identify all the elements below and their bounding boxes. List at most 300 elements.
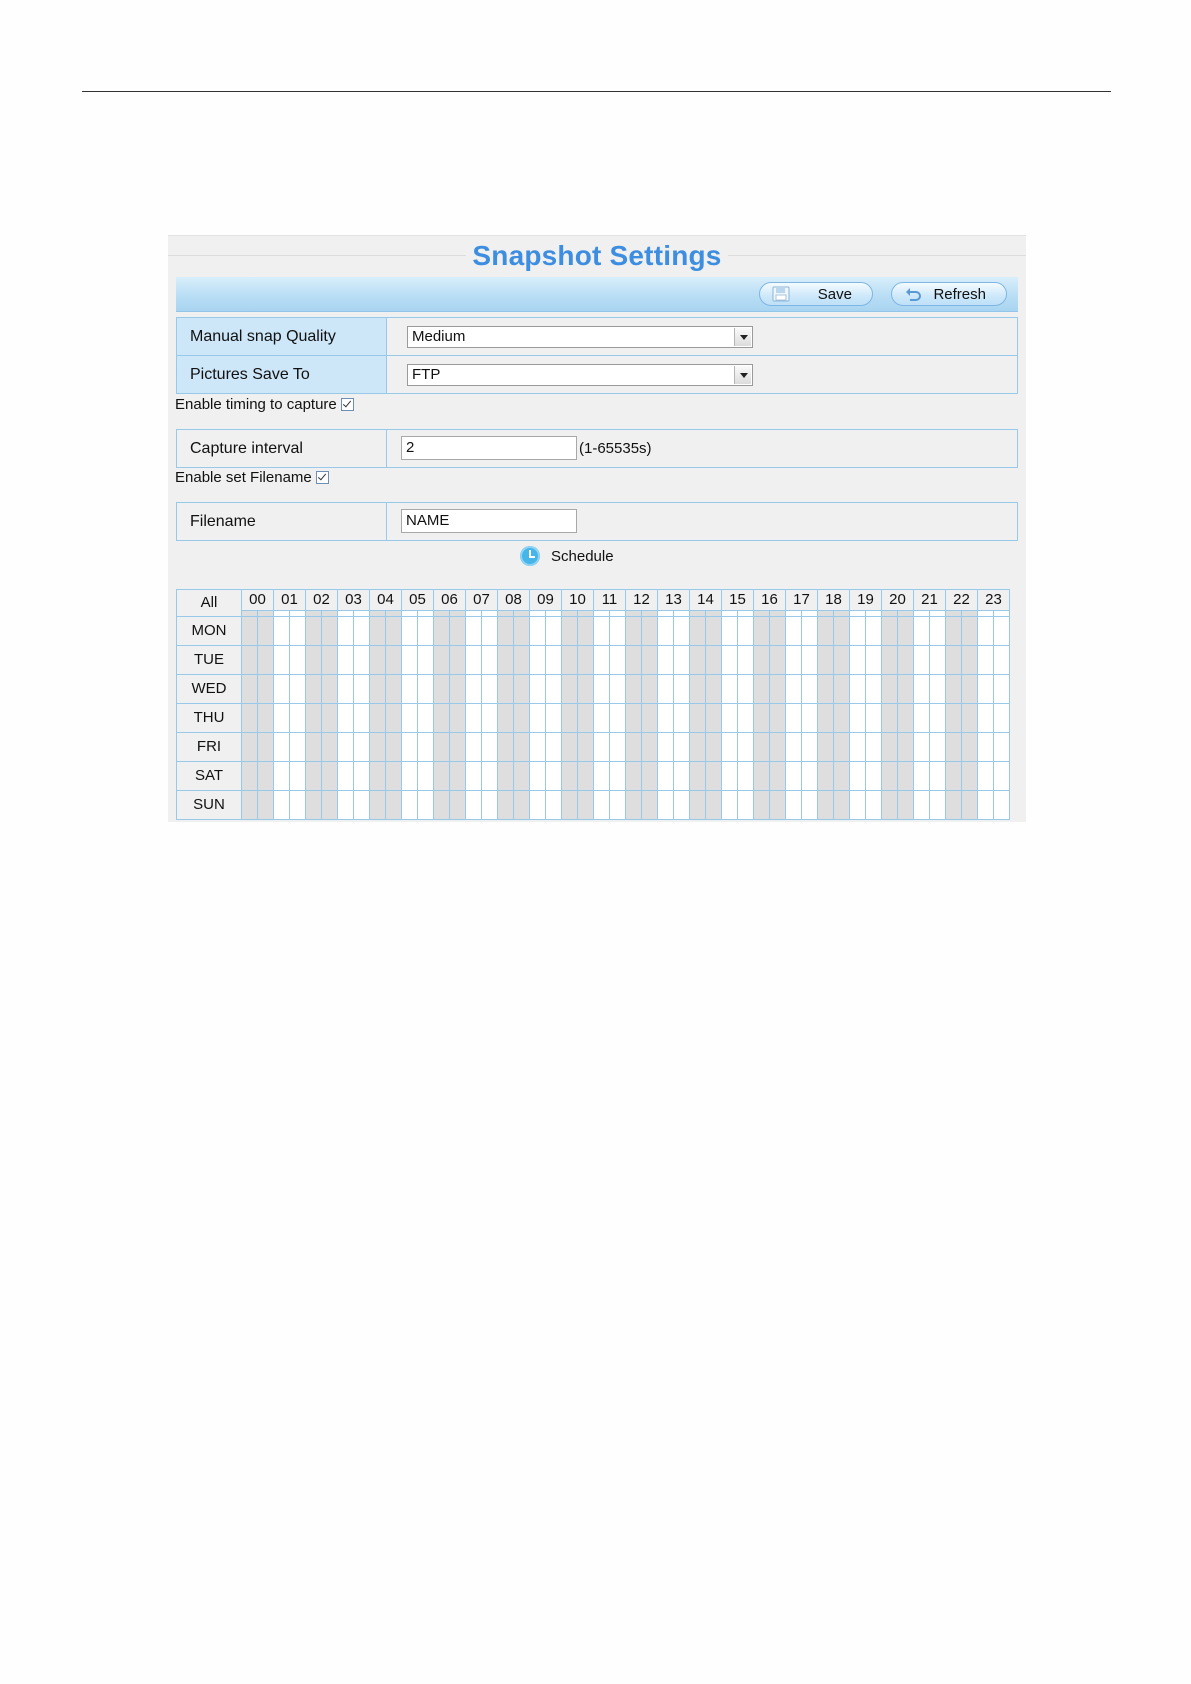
schedule-cell[interactable] [818,675,834,704]
schedule-cell[interactable] [882,733,898,762]
schedule-cell[interactable] [770,791,786,820]
schedule-cell[interactable] [546,704,562,733]
schedule-cell[interactable] [482,762,498,791]
schedule-cell[interactable] [322,704,338,733]
schedule-cell[interactable] [402,791,418,820]
schedule-cell[interactable] [466,646,482,675]
schedule-cell[interactable] [274,704,290,733]
schedule-cell[interactable] [258,791,274,820]
schedule-cell[interactable] [274,617,290,646]
schedule-cell[interactable] [738,762,754,791]
schedule-cell[interactable] [290,675,306,704]
schedule-cell[interactable] [770,617,786,646]
hour-header[interactable]: 03 [338,590,370,611]
schedule-cell[interactable] [562,646,578,675]
schedule-cell[interactable] [674,733,690,762]
day-label[interactable]: MON [177,617,242,646]
schedule-cell[interactable] [562,733,578,762]
schedule-cell[interactable] [578,646,594,675]
schedule-cell[interactable] [946,733,962,762]
schedule-cell[interactable] [738,791,754,820]
schedule-cell[interactable] [354,646,370,675]
hour-header[interactable]: 04 [370,590,402,611]
schedule-cell[interactable] [802,733,818,762]
schedule-cell[interactable] [450,762,466,791]
refresh-button[interactable] [891,282,1007,306]
schedule-cell[interactable] [290,791,306,820]
schedule-cell[interactable] [658,704,674,733]
schedule-cell[interactable] [818,646,834,675]
schedule-cell[interactable] [530,762,546,791]
hour-header[interactable]: 23 [978,590,1010,611]
schedule-cell[interactable] [706,704,722,733]
schedule-cell[interactable] [402,704,418,733]
schedule-cell[interactable] [978,791,994,820]
schedule-cell[interactable] [898,646,914,675]
schedule-cell[interactable] [562,675,578,704]
schedule-cell[interactable] [466,617,482,646]
schedule-cell[interactable] [338,646,354,675]
schedule-cell[interactable] [898,675,914,704]
schedule-cell[interactable] [978,617,994,646]
schedule-cell[interactable] [418,704,434,733]
schedule-cell[interactable] [754,646,770,675]
schedule-cell[interactable] [418,646,434,675]
schedule-cell[interactable] [738,733,754,762]
schedule-cell[interactable] [962,791,978,820]
schedule-cell[interactable] [530,704,546,733]
schedule-cell[interactable] [418,733,434,762]
schedule-cell[interactable] [578,704,594,733]
schedule-cell[interactable] [498,646,514,675]
day-label[interactable]: THU [177,704,242,733]
schedule-cell[interactable] [610,646,626,675]
schedule-cell[interactable] [642,646,658,675]
hour-header[interactable]: 06 [434,590,466,611]
schedule-cell[interactable] [962,617,978,646]
schedule-cell[interactable] [850,675,866,704]
schedule-cell[interactable] [866,646,882,675]
day-label[interactable]: SAT [177,762,242,791]
schedule-cell[interactable] [242,646,258,675]
schedule-cell[interactable] [882,791,898,820]
schedule-cell[interactable] [642,704,658,733]
schedule-cell[interactable] [450,675,466,704]
schedule-cell[interactable] [386,617,402,646]
schedule-cell[interactable] [386,733,402,762]
schedule-cell[interactable] [706,791,722,820]
schedule-cell[interactable] [466,762,482,791]
schedule-cell[interactable] [866,704,882,733]
schedule-cell[interactable] [690,617,706,646]
schedule-cell[interactable] [738,617,754,646]
schedule-cell[interactable] [898,762,914,791]
schedule-cell[interactable] [914,704,930,733]
schedule-cell[interactable] [530,617,546,646]
schedule-cell[interactable] [482,646,498,675]
schedule-cell[interactable] [258,762,274,791]
schedule-cell[interactable] [786,704,802,733]
schedule-cell[interactable] [402,762,418,791]
schedule-cell[interactable] [914,675,930,704]
schedule-cell[interactable] [674,617,690,646]
schedule-cell[interactable] [450,617,466,646]
schedule-cell[interactable] [818,733,834,762]
schedule-cell[interactable] [834,704,850,733]
hour-header[interactable]: 18 [818,590,850,611]
schedule-cell[interactable] [290,762,306,791]
schedule-cell[interactable] [626,733,642,762]
schedule-cell[interactable] [658,733,674,762]
schedule-cell[interactable] [690,646,706,675]
schedule-cell[interactable] [706,762,722,791]
schedule-cell[interactable] [914,617,930,646]
schedule-cell[interactable] [274,791,290,820]
schedule-cell[interactable] [258,675,274,704]
schedule-cell[interactable] [882,617,898,646]
schedule-cell[interactable] [514,646,530,675]
schedule-cell[interactable] [690,762,706,791]
schedule-cell[interactable] [866,617,882,646]
schedule-cell[interactable] [914,733,930,762]
schedule-cell[interactable] [882,675,898,704]
schedule-cell[interactable] [626,617,642,646]
schedule-cell[interactable] [546,762,562,791]
schedule-cell[interactable] [306,762,322,791]
schedule-cell[interactable] [450,646,466,675]
schedule-cell[interactable] [786,617,802,646]
schedule-cell[interactable] [370,646,386,675]
schedule-cell[interactable] [306,704,322,733]
schedule-cell[interactable] [338,675,354,704]
schedule-cell[interactable] [850,646,866,675]
schedule-cell[interactable] [482,617,498,646]
schedule-cell[interactable] [930,617,946,646]
schedule-cell[interactable] [594,675,610,704]
schedule-cell[interactable] [994,762,1010,791]
schedule-cell[interactable] [386,704,402,733]
schedule-cell[interactable] [354,617,370,646]
hour-header[interactable]: 11 [594,590,626,611]
schedule-cell[interactable] [994,646,1010,675]
schedule-cell[interactable] [882,762,898,791]
select-all-button[interactable]: All [177,590,242,617]
schedule-cell[interactable] [658,617,674,646]
schedule-cell[interactable] [546,675,562,704]
day-label[interactable]: SUN [177,791,242,820]
hour-header[interactable]: 09 [530,590,562,611]
schedule-cell[interactable] [786,675,802,704]
schedule-cell[interactable] [562,704,578,733]
schedule-cell[interactable] [338,733,354,762]
schedule-cell[interactable] [434,646,450,675]
schedule-cell[interactable] [258,617,274,646]
schedule-cell[interactable] [530,646,546,675]
schedule-cell[interactable] [610,762,626,791]
schedule-cell[interactable] [322,617,338,646]
schedule-cell[interactable] [610,617,626,646]
schedule-cell[interactable] [706,646,722,675]
schedule-cell[interactable] [802,617,818,646]
schedule-cell[interactable] [242,762,258,791]
schedule-cell[interactable] [722,617,738,646]
schedule-cell[interactable] [482,791,498,820]
schedule-cell[interactable] [610,675,626,704]
schedule-cell[interactable] [290,704,306,733]
schedule-cell[interactable] [242,617,258,646]
hour-header[interactable]: 22 [946,590,978,611]
schedule-cell[interactable] [674,791,690,820]
schedule-cell[interactable] [306,617,322,646]
schedule-cell[interactable] [754,791,770,820]
schedule-cell[interactable] [946,646,962,675]
schedule-cell[interactable] [626,704,642,733]
save-button[interactable] [759,282,873,306]
schedule-cell[interactable] [322,733,338,762]
schedule-cell[interactable] [722,675,738,704]
schedule-cell[interactable] [306,733,322,762]
schedule-cell[interactable] [658,762,674,791]
schedule-cell[interactable] [962,675,978,704]
schedule-cell[interactable] [466,675,482,704]
schedule-cell[interactable] [994,733,1010,762]
schedule-cell[interactable] [514,791,530,820]
schedule-cell[interactable] [370,791,386,820]
schedule-cell[interactable] [338,617,354,646]
schedule-cell[interactable] [802,646,818,675]
schedule-cell[interactable] [722,704,738,733]
schedule-cell[interactable] [434,791,450,820]
schedule-cell[interactable] [962,762,978,791]
schedule-cell[interactable] [802,791,818,820]
schedule-cell[interactable] [498,733,514,762]
schedule-cell[interactable] [306,675,322,704]
schedule-cell[interactable] [866,762,882,791]
schedule-cell[interactable] [882,646,898,675]
schedule-cell[interactable] [930,704,946,733]
schedule-cell[interactable] [738,704,754,733]
schedule-cell[interactable] [610,704,626,733]
schedule-cell[interactable] [354,675,370,704]
schedule-cell[interactable] [274,733,290,762]
schedule-cell[interactable] [658,675,674,704]
schedule-cell[interactable] [674,675,690,704]
schedule-cell[interactable] [306,646,322,675]
schedule-cell[interactable] [450,791,466,820]
schedule-cell[interactable] [290,646,306,675]
schedule-cell[interactable] [898,617,914,646]
schedule-cell[interactable] [514,762,530,791]
schedule-cell[interactable] [274,762,290,791]
hour-header[interactable]: 17 [786,590,818,611]
schedule-cell[interactable] [386,791,402,820]
schedule-cell[interactable] [978,704,994,733]
schedule-cell[interactable] [370,762,386,791]
schedule-cell[interactable] [578,675,594,704]
schedule-cell[interactable] [722,762,738,791]
hour-header[interactable]: 00 [242,590,274,611]
schedule-cell[interactable] [322,675,338,704]
schedule-cell[interactable] [562,791,578,820]
schedule-cell[interactable] [914,791,930,820]
schedule-cell[interactable] [994,704,1010,733]
schedule-cell[interactable] [322,762,338,791]
schedule-cell[interactable] [594,646,610,675]
schedule-cell[interactable] [610,791,626,820]
hour-header[interactable]: 20 [882,590,914,611]
schedule-cell[interactable] [994,791,1010,820]
schedule-cell[interactable] [354,791,370,820]
schedule-cell[interactable] [850,617,866,646]
schedule-cell[interactable] [322,791,338,820]
schedule-cell[interactable] [450,733,466,762]
schedule-cell[interactable] [962,733,978,762]
schedule-cell[interactable] [498,675,514,704]
schedule-cell[interactable] [546,791,562,820]
hour-header[interactable]: 13 [658,590,690,611]
schedule-cell[interactable] [322,646,338,675]
schedule-cell[interactable] [402,646,418,675]
schedule-cell[interactable] [626,646,642,675]
hour-header[interactable]: 16 [754,590,786,611]
schedule-cell[interactable] [594,791,610,820]
schedule-cell[interactable] [402,733,418,762]
schedule-cell[interactable] [834,646,850,675]
schedule-cell[interactable] [402,617,418,646]
schedule-cell[interactable] [978,733,994,762]
schedule-cell[interactable] [642,791,658,820]
schedule-cell[interactable] [338,762,354,791]
chevron-down-icon[interactable] [734,328,751,346]
schedule-cell[interactable] [370,617,386,646]
schedule-cell[interactable] [514,675,530,704]
schedule-cell[interactable] [498,791,514,820]
hour-header[interactable]: 01 [274,590,306,611]
schedule-cell[interactable] [594,733,610,762]
schedule-cell[interactable] [578,617,594,646]
schedule-cell[interactable] [546,733,562,762]
schedule-cell[interactable] [946,617,962,646]
quality-select[interactable] [407,326,753,348]
schedule-cell[interactable] [258,704,274,733]
schedule-cell[interactable] [594,762,610,791]
schedule-cell[interactable] [978,762,994,791]
schedule-cell[interactable] [914,646,930,675]
schedule-cell[interactable] [978,675,994,704]
schedule-cell[interactable] [242,733,258,762]
schedule-cell[interactable] [498,704,514,733]
schedule-cell[interactable] [370,675,386,704]
hour-header[interactable]: 07 [466,590,498,611]
schedule-cell[interactable] [690,791,706,820]
schedule-cell[interactable] [786,733,802,762]
schedule-cell[interactable] [386,762,402,791]
schedule-cell[interactable] [722,733,738,762]
schedule-cell[interactable] [930,733,946,762]
schedule-cell[interactable] [482,704,498,733]
schedule-cell[interactable] [498,617,514,646]
schedule-cell[interactable] [258,646,274,675]
chevron-down-icon[interactable] [734,366,751,384]
schedule-cell[interactable] [354,733,370,762]
schedule-cell[interactable] [482,675,498,704]
schedule-cell[interactable] [866,733,882,762]
schedule-cell[interactable] [786,646,802,675]
schedule-cell[interactable] [466,791,482,820]
schedule-cell[interactable] [770,646,786,675]
schedule-cell[interactable] [370,704,386,733]
schedule-cell[interactable] [706,733,722,762]
schedule-cell[interactable] [418,762,434,791]
schedule-cell[interactable] [946,762,962,791]
schedule-cell[interactable] [594,704,610,733]
schedule-cell[interactable] [834,617,850,646]
schedule-cell[interactable] [898,733,914,762]
schedule-cell[interactable] [994,617,1010,646]
schedule-cell[interactable] [802,704,818,733]
schedule-cell[interactable] [658,646,674,675]
schedule-cell[interactable] [562,762,578,791]
enable-timing-checkbox[interactable] [341,398,354,411]
hour-header[interactable]: 15 [722,590,754,611]
schedule-cell[interactable] [642,733,658,762]
schedule-cell[interactable] [930,791,946,820]
schedule-cell[interactable] [370,733,386,762]
hour-header[interactable]: 14 [690,590,722,611]
schedule-cell[interactable] [866,791,882,820]
schedule-cell[interactable] [818,704,834,733]
schedule-cell[interactable] [706,617,722,646]
schedule-cell[interactable] [834,733,850,762]
schedule-cell[interactable] [450,704,466,733]
schedule-cell[interactable] [498,762,514,791]
schedule-cell[interactable] [626,762,642,791]
schedule-cell[interactable] [546,646,562,675]
schedule-cell[interactable] [866,675,882,704]
schedule-cell[interactable] [770,762,786,791]
schedule-cell[interactable] [690,733,706,762]
schedule-cell[interactable] [642,762,658,791]
schedule-cell[interactable] [418,617,434,646]
schedule-cell[interactable] [418,791,434,820]
schedule-cell[interactable] [274,646,290,675]
schedule-cell[interactable] [578,791,594,820]
schedule-cell[interactable] [354,762,370,791]
schedule-cell[interactable] [850,733,866,762]
schedule-cell[interactable] [850,791,866,820]
schedule-cell[interactable] [578,762,594,791]
schedule-cell[interactable] [754,617,770,646]
schedule-cell[interactable] [754,733,770,762]
schedule-cell[interactable] [946,675,962,704]
schedule-cell[interactable] [674,704,690,733]
schedule-cell[interactable] [850,704,866,733]
schedule-cell[interactable] [562,617,578,646]
schedule-cell[interactable] [658,791,674,820]
schedule-cell[interactable] [530,791,546,820]
schedule-cell[interactable] [354,704,370,733]
schedule-cell[interactable] [338,791,354,820]
capture-interval-input[interactable]: 2 [401,436,577,460]
schedule-cell[interactable] [530,733,546,762]
schedule-cell[interactable] [722,646,738,675]
schedule-cell[interactable] [578,733,594,762]
hour-header[interactable]: 08 [498,590,530,611]
schedule-cell[interactable] [850,762,866,791]
schedule-cell[interactable] [834,675,850,704]
schedule-cell[interactable] [786,791,802,820]
schedule-cell[interactable] [690,704,706,733]
